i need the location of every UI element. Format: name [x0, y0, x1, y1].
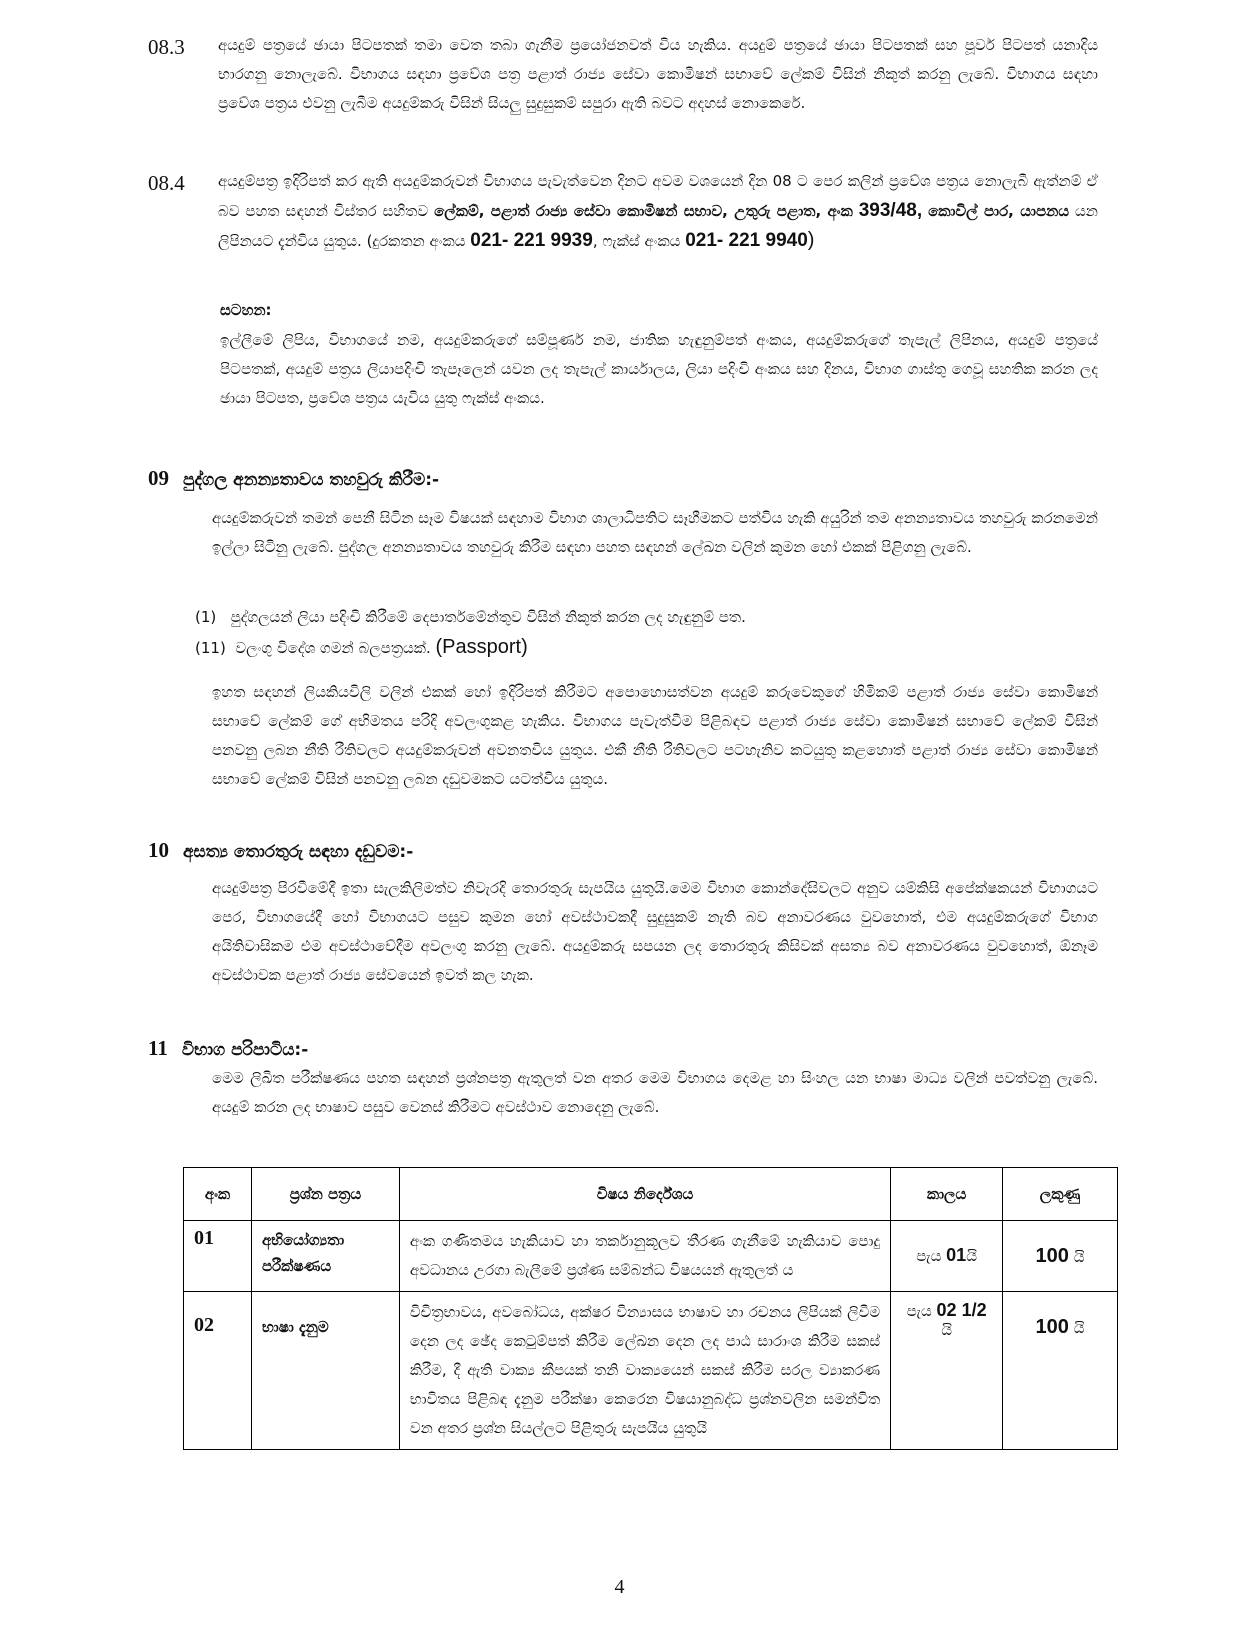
fax-label: , ෆැක්ස් අංකය — [592, 232, 681, 250]
duration-value: 01 — [946, 1245, 967, 1265]
address-number: 393/48, — [858, 200, 923, 221]
section-number-08-4: 08.4 — [148, 171, 185, 195]
section-09-text-2: ඉහත සඳහන් ලියකියවිලි වලින් එකක් හෝ ඉදිරිපත් කිරීමට අපොහොසත්වන අයදුම් කරුවෙකුගේ හිමිකම් පළාත් රාජ්‍ය සේවා කොමිෂන් සභාවේ ලේකම් ගේ අභිමතය පරිදි අවලංගුකළ හැකිය. විභාගය පැවැත්වීම පිළිබඳව පළාත් රාජ්‍ය සේවා කොමිෂන් සභාවේ ලේකම් විසින් පනවනු ලබන නීති රීතිවලට අයදුම්කරුවන් අවනතවිය යුතුය. එකී නීති රීතිවලට පටහැනිව කටයුතු කළහොත් පළාත් රාජ්‍ය සේවා කොමිෂන් සභාවේ ලේකම් විසින් පනවනු ලබන දඩුවමකට යටත්විය යුතුය. — [212, 683, 1098, 788]
duration-value: 02 1/2 — [936, 1300, 987, 1320]
section-09-title: පුද්ගල අනන්‍යතාවය තහවුරු කිරීම:- — [183, 470, 440, 490]
note-text: ඉල්ලීමේ ලිපිය, විභාගයේ නම, අයදුම්කරුගේ සම්පූර්ණ නම, ජාතික හැඳුනුම්පත් අංකය, අයදුම්කරුගේ තැපැල් ලිපිනය, අයදුම් පත්‍රයේ පිටපතක්, අයදුම් පත්‍රය ලියාපදිංචි තැපෑලෙන් යවන ලද තැපැල් කාර්යාලය, ලියා පදිංචි අංකය සහ දිනය, විභාග ගාස්තු ගෙවූ සහතික කරන ලද ඡායා පිටපත, ප්‍රවේශ පත්‍රය යැවිය යුතු ෆැක්ස් අංකය. — [220, 331, 1098, 407]
list-item — [195, 636, 528, 659]
column-header-number: අංක — [184, 1168, 252, 1221]
row-number: 01 — [184, 1221, 252, 1292]
fax-close: ) — [807, 229, 815, 251]
table-header-row — [184, 1168, 1118, 1221]
section-number-09: 09 — [148, 466, 169, 490]
page-number: 4 — [614, 1576, 625, 1598]
list-item-text: පුද්ගලයන් ලියා පදිංචි කිරීමේ දෙපාර්තමේන්තුව විසින් නිකුත් කරන ලද හැඳුනුම් පත. — [230, 608, 746, 626]
section-11-heading — [148, 1036, 308, 1061]
passport-label: (Passport) — [435, 636, 528, 658]
row-paper: භාෂා දැනුම — [251, 1292, 399, 1450]
duration-suffix: යි — [941, 1321, 952, 1339]
row-marks — [1003, 1221, 1118, 1292]
column-header-paper: ප්‍රශ්න පත්‍රය — [251, 1168, 399, 1221]
section-number-11: 11 — [148, 1036, 168, 1060]
section-number-10: 10 — [148, 838, 169, 862]
section-09-text: අයදුම්කරුවන් තමන් පෙනී සිටින සෑම විෂයක් සඳහාම විභාග ශාලාධිපතිට සෑහීමකට පත්විය හැකි අයුරින් තම අනන්‍යතාවය තහවුරු කරනමෙන් ඉල්ලා සිටිනු ලැබේ. පුද්ගල අනන්‍යතාවය තහවුරු කිරීම සඳහා පහත සඳහන් ලේඛන වලින් කුමන හෝ එකක් පිළිගනු ලැබේ. — [212, 509, 1098, 556]
row-syllabus: විචිත්‍රභාවය, අවබෝධය, අක්ෂර වින්‍යාසය භාෂාව හා රචනය ලිපියක් ලිවීම දෙන ලද ඡේද කෙටුම්පත් කිරීම ලේඛන දෙන ලද පාඨ සාරාංශ කිරීම සකස් කිරීම, දී ඇති වාක්‍ය කීපයක් තනි වාක්‍යයෙන් සකස් කිරීම සරල ව්‍යාකරණ භාවිතය පිළිබඳ දැනුම පරීක්ෂා කෙරෙන විෂයානුබද්ධ ප්‍රශ්නවලින සමන්විත වන අතර ප්‍රශ්න සියල්ලට පිළිතුරු සැපයිය යුතුයි — [399, 1292, 890, 1450]
list-item-text: වලංගු විදේශ ගමන් බලපත්‍රයක්. — [235, 639, 431, 657]
row-number: 02 — [184, 1292, 252, 1450]
marks-value: 100 — [1035, 1316, 1069, 1338]
list-item — [195, 608, 746, 626]
section-10-title: අසත්‍ය තොරතුරු සඳහා දඩුවම:- — [183, 842, 414, 862]
section-08-4-mid: යන ලිපිනයට දැන්විය යුතුය. (දුරකතන අංකය — [218, 202, 1098, 250]
list-marker: (1) — [195, 608, 217, 626]
duration-prefix: පැය — [906, 1302, 932, 1320]
section-11-title: විභාග පරිපාටිය:- — [181, 1040, 309, 1060]
section-10-text: අයදුම්පත්‍ර පිරවීමේදී ඉතා සැලකිලිමත්ව නිවැරදි තොරතුරු සැපයිය යුතුයි.මෙම විභාග කොන්දේසිවලට අනුව යම්කිසි අපේක්ෂකයන් විභාගයට පෙර, විභාගයේදී හෝ විභාගයට පසුව කුමන හෝ අවස්ථාවකදී සුදුසුකම් නැති බව අනාවරණය වුවහොත්, එම අයදුම්කරුගේ විභාග අයිතිවාසිකම එම අවස්ථාවේදීම අවලංගු කරනු ලැබේ. අයදුම්කරු සපයන ලද තොරතුරු කිසිවක් අසත්‍ය බව අනාවරණය වුවහොත්, ඕනෑම අවස්ථාවක පළාත් රාජ්‍ය සේවයෙන් ඉවත් කල හැක. — [212, 879, 1098, 984]
section-11-text: මෙම ලිඛිත පරීක්ෂණය පහත සඳහන් ප්‍රශ්නපත්‍ර ඇතුලත් වන අතර මෙම විභාගය දෙමළ හා සිංහල යන භාෂා මාධ්‍ය වලින් පවත්වනු ලැබේ. අයදුම් කරන ලද භාෂාව පසුව වෙනස් කිරීමට අවස්ථාව නොදෙනු ලැබේ. — [212, 1069, 1098, 1116]
marks-suffix: යි — [1073, 1319, 1085, 1337]
column-header-marks: ලකුණු — [1003, 1168, 1118, 1221]
address-line: ලේකම්, පළාත් රාජ්‍ය සේවා කොමිෂන් සභාව, උතුරු පළාත, අංක — [434, 202, 853, 220]
marks-value: 100 — [1035, 1245, 1069, 1267]
section-10-heading — [148, 838, 413, 863]
address-street: කොවිල් පාර, යාපනය — [928, 202, 1070, 220]
row-paper: අභියෝග්‍යතා පරීක්ෂණය — [251, 1221, 399, 1292]
row-duration — [891, 1221, 1003, 1292]
phone-number: 021- 221 9939 — [470, 230, 593, 251]
row-syllabus: අංක ගණිතමය හැකියාව හා තර්කානුකූලව තීරණ ගැනීමේ හැකියාව පොදු අවධානය උරගා බැලීමේ ප්‍රශ්ණ සම්බන්ධ විෂයයන් ඇතුලත් ය — [399, 1221, 890, 1292]
marks-suffix: යි — [1073, 1248, 1085, 1266]
section-08-4-intro: අයදුම්පත්‍ර ඉදිරිපත් කර ඇති අයදුම්කරුවන් විභාගය පැවැත්වෙන දිනට අවම වශයෙන් දින 08 ට පෙර කලින් ප්‍රවේශ පත්‍රය නොලැබී ඇත්නම් ඒ බව පහත සඳහන් විස්තර සහිතව — [218, 172, 1098, 220]
fax-number: 021- 221 9940 — [685, 230, 808, 251]
table-row — [184, 1292, 1118, 1450]
column-header-syllabus: විෂය නිර්දේශය — [399, 1168, 890, 1221]
duration-suffix: යි — [966, 1247, 977, 1265]
section-09-heading — [148, 466, 439, 491]
duration-prefix: පැය — [916, 1247, 942, 1265]
exam-table — [183, 1167, 1118, 1450]
list-marker: (11) — [195, 639, 226, 657]
column-header-duration: කාලය — [891, 1168, 1003, 1221]
section-08-4-text — [218, 167, 1098, 256]
row-duration — [891, 1292, 1003, 1450]
section-08-3-text: අයදුම් පත්‍රයේ ඡායා පිටපතක් තමා වෙත තබා ගැනීම ප්‍රයෝජනවත් විය හැකිය. අයදුම් පත්‍රයේ ඡායා පිටපතක් සහ පූර්ව පිටපත් යනාදිය භාරගනු නොලැබේ. විභාගය සඳහා ප්‍රවේශ පත්‍ර පළාත් රාජ්‍ය සේවා කොමිෂන් සභාවේ ලේකම් විසින් නිකුත් කරනු ලැබේ. විභාගය සඳහා ප්‍රවේශ පත්‍රය එවනු ලැබීම අයදුම්කරු විසින් සියලු සුදුසුකම් සපුරා ඇති බවට අදහස් නොකෙරේ. — [218, 36, 1098, 112]
table-row — [184, 1221, 1118, 1292]
section-number-08-3: 08.3 — [148, 35, 185, 59]
note-title: සටහන: — [220, 301, 272, 319]
row-marks — [1003, 1292, 1118, 1450]
